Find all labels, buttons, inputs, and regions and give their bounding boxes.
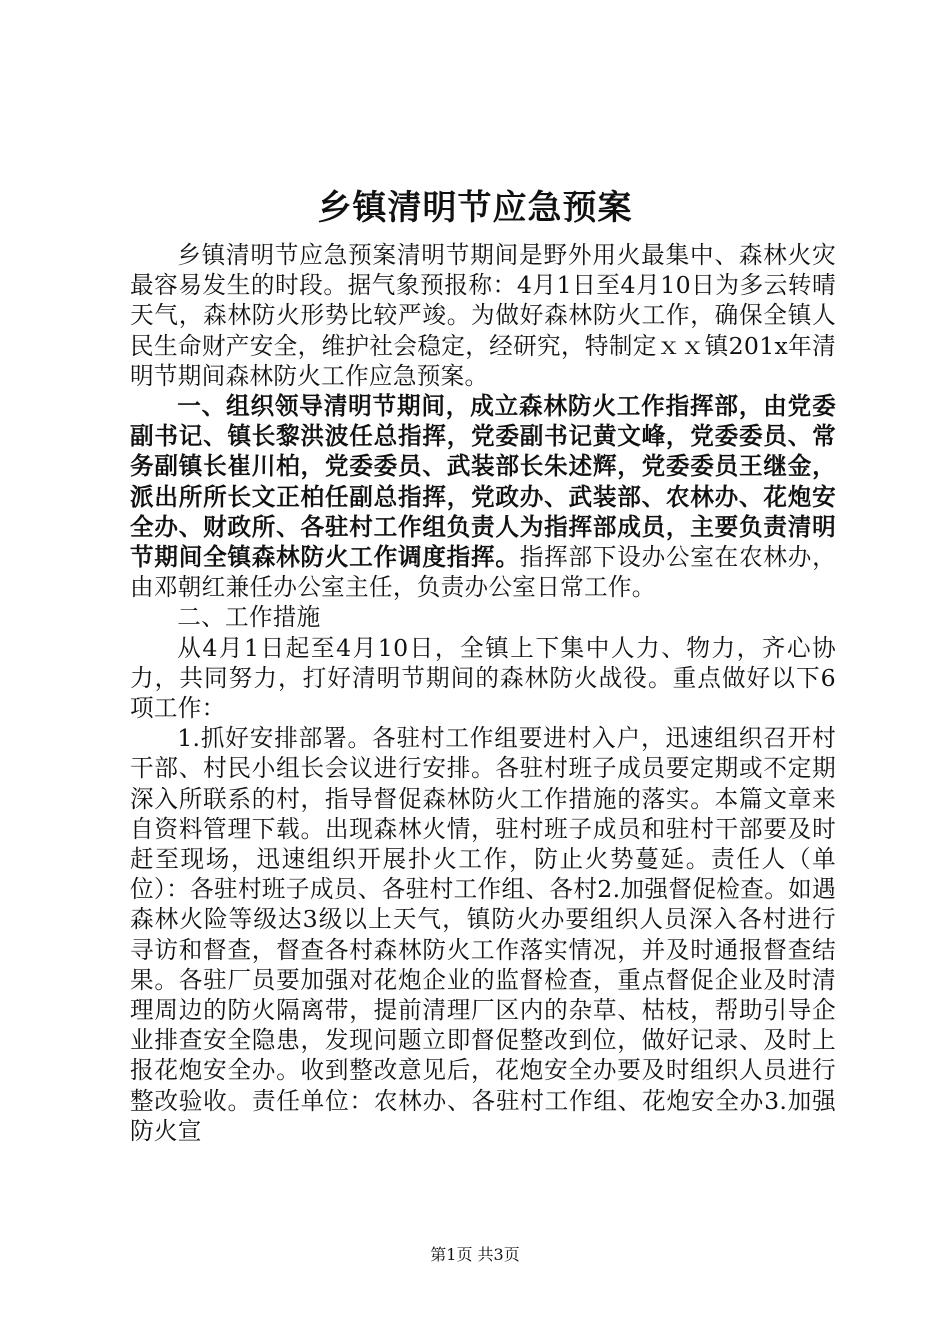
page-footer: 第1页 共3页	[430, 1245, 520, 1264]
section1-paragraph	[130, 391, 836, 602]
section2-intro-paragraph: 从4月1日起至4月10日，全镇上下集中人力、物力，齐心协力，共同努力，打好清明节期间的森林防火战役。重点做好以下6项工作：	[130, 633, 836, 723]
item1-paragraph: 1.抓好安排部署。各驻村工作组要进村入户，迅速组织召开村干部、村民小组长会议进行安排。各驻村班子成员要定期或不定期深入所联系的村，指导督促森林防火工作措施的落实。本篇文章来自资料管理下载。出现森林火情，驻村班子成员和驻村干部要及时赶至现场，迅速组织开展扑火工作，防止火势蔓延。责任人（单位）：各驻村班子成员、各驻村工作组、各村2.加强督促检查。如遇森林火险等级达3级以上天气，镇防火办要组织人员深入各村进行寻访和督查，督查各村森林防火工作落实情况，并及时通报督查结果。各驻厂员要加强对花炮企业的监督检查，重点督促企业及时清理周边的防火隔离带，提前清理厂区内的杂草、枯枝，帮助引导企业排查安全隐患，发现问题立即督促整改到位，做好记录、及时上报花炮安全办。收到整改意见后，花炮安全办要及时组织人员进行整改验收。责任单位：农林办、各驻村工作组、花炮安全办3.加强防火宣	[130, 724, 836, 1145]
section2-heading: 二、工作措施	[177, 603, 321, 632]
document-title: 乡镇清明节应急预案	[317, 188, 633, 228]
document-body	[130, 240, 836, 1146]
section1-bold-text: 一、组织领导清明节期间，成立森林防火工作指挥部，由党委副书记、镇长黎洪波任总指挥，党委副书记黄文峰，党委委员、常务副镇长崔川柏，党委委员、武装部长朱述辉，党委委员王继金，派出所所长文正柏任副总指挥，党政办、武装部、农林办、花炮安全办、财政所、各驻村工作组负责人为指挥部成员，主要负责清明节期间全镇森林防火工作调度指挥。	[130, 392, 836, 572]
intro-paragraph: 乡镇清明节应急预案清明节期间是野外用火最集中、森林火灾最容易发生的时段。据气象预报称：4月1日至4月10日为多云转晴天气，森林防火形势比较严竣。为做好森林防火工作，确保全镇人民生命财产安全，维护社会稳定，经研究，特制定ｘｘ镇201x年清明节期间森林防火工作应急预案。	[130, 241, 836, 390]
section1-normal-text: 指挥部下设办公室在农林办，由邓朝红兼任办公室主任，负责办公室日常工作。	[130, 543, 836, 602]
